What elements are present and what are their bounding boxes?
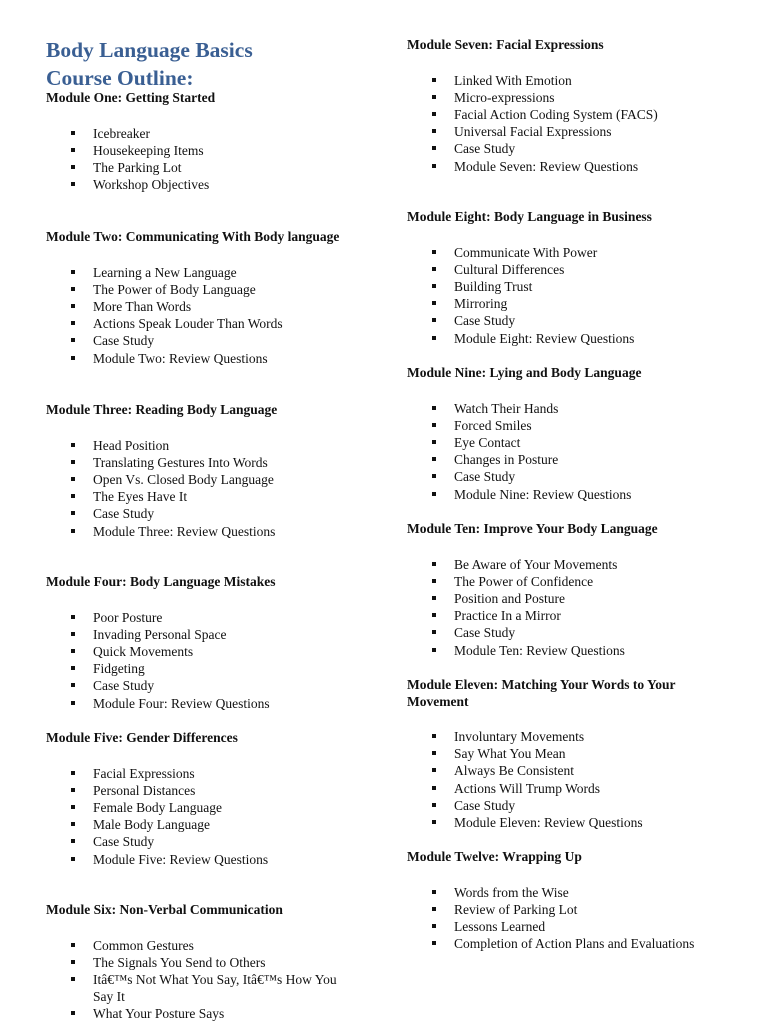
square-bullet-icon bbox=[71, 666, 75, 670]
square-bullet-icon bbox=[432, 803, 436, 807]
list-item bbox=[46, 660, 346, 677]
list-item-text: Actions Will Trump Words bbox=[454, 780, 601, 796]
list-item bbox=[46, 523, 346, 540]
list-item-text: Head Position bbox=[93, 437, 170, 453]
module-section bbox=[46, 90, 346, 193]
square-bullet-icon bbox=[71, 701, 75, 705]
square-bullet-icon bbox=[432, 751, 436, 755]
module-heading: Module Ten: Improve Your Body Language bbox=[407, 521, 658, 536]
list-item-text: Module Eight: Review Questions bbox=[454, 330, 635, 346]
list-item bbox=[46, 1005, 346, 1022]
list-item bbox=[407, 728, 727, 745]
square-bullet-icon bbox=[432, 907, 436, 911]
list-item bbox=[407, 918, 747, 935]
square-bullet-icon bbox=[71, 839, 75, 843]
module-section bbox=[407, 521, 747, 659]
list-item bbox=[46, 471, 346, 488]
list-item-text: Be Aware of Your Movements bbox=[454, 556, 618, 572]
list-item-text: Facial Action Coding System (FACS) bbox=[454, 106, 658, 122]
square-bullet-icon bbox=[432, 941, 436, 945]
square-bullet-icon bbox=[432, 630, 436, 634]
square-bullet-icon bbox=[71, 529, 75, 533]
list-item bbox=[407, 901, 747, 918]
list-item bbox=[407, 745, 727, 762]
list-item-text: The Power of Confidence bbox=[454, 573, 594, 589]
square-bullet-icon bbox=[432, 786, 436, 790]
module-item-list bbox=[46, 937, 346, 1023]
module-item-list bbox=[46, 264, 346, 367]
module-heading: Module Five: Gender Differences bbox=[46, 730, 238, 745]
list-item-text: Invading Personal Space bbox=[93, 626, 227, 642]
list-item-text: Translating Gestures Into Words bbox=[93, 454, 268, 470]
list-item-text: Module Eleven: Review Questions bbox=[454, 815, 643, 831]
square-bullet-icon bbox=[71, 857, 75, 861]
module-item-list bbox=[407, 244, 747, 347]
square-bullet-icon bbox=[71, 338, 75, 342]
list-item-text: Changes in Posture bbox=[454, 452, 559, 468]
list-item-text: Case Study bbox=[454, 797, 516, 813]
list-item-text: Review of Parking Lot bbox=[454, 901, 578, 917]
square-bullet-icon bbox=[71, 511, 75, 515]
list-item-text: Common Gestures bbox=[93, 937, 194, 953]
square-bullet-icon bbox=[432, 267, 436, 271]
square-bullet-icon bbox=[432, 164, 436, 168]
list-item-text: Eye Contact bbox=[454, 434, 521, 450]
list-item-text: Universal Facial Expressions bbox=[454, 124, 612, 140]
square-bullet-icon bbox=[71, 822, 75, 826]
list-item bbox=[407, 590, 747, 607]
list-item-text: Linked With Emotion bbox=[454, 72, 572, 88]
module-item-list bbox=[46, 125, 346, 194]
square-bullet-icon bbox=[71, 304, 75, 308]
module-section bbox=[46, 229, 346, 367]
square-bullet-icon bbox=[432, 492, 436, 496]
square-bullet-icon bbox=[432, 890, 436, 894]
list-item bbox=[407, 312, 747, 329]
list-item bbox=[46, 609, 346, 626]
list-item bbox=[46, 142, 346, 159]
square-bullet-icon bbox=[71, 321, 75, 325]
list-item bbox=[46, 298, 346, 315]
list-item bbox=[407, 762, 727, 779]
module-item-list bbox=[407, 556, 747, 659]
list-item bbox=[407, 624, 747, 641]
list-item bbox=[46, 937, 346, 954]
square-bullet-icon bbox=[71, 494, 75, 498]
module-heading: Module Eight: Body Language in Business bbox=[407, 209, 652, 224]
square-bullet-icon bbox=[71, 477, 75, 481]
list-item bbox=[407, 642, 747, 659]
square-bullet-icon bbox=[71, 270, 75, 274]
square-bullet-icon bbox=[432, 112, 436, 116]
list-item bbox=[407, 261, 747, 278]
module-item-list bbox=[46, 765, 346, 868]
square-bullet-icon bbox=[71, 960, 75, 964]
list-item-text: Micro-expressions bbox=[454, 89, 555, 105]
square-bullet-icon bbox=[432, 562, 436, 566]
square-bullet-icon bbox=[71, 632, 75, 636]
square-bullet-icon bbox=[432, 440, 436, 444]
module-heading: Module Eleven: Matching Your Words to Your Movement bbox=[407, 677, 676, 709]
list-item-text: More Than Words bbox=[93, 298, 192, 314]
module-heading: Module Four: Body Language Mistakes bbox=[46, 574, 276, 589]
list-item bbox=[407, 797, 727, 814]
square-bullet-icon bbox=[432, 284, 436, 288]
list-item-text: Practice In a Mirror bbox=[454, 608, 561, 624]
list-item bbox=[46, 799, 346, 816]
list-item-text: Fidgeting bbox=[93, 661, 145, 677]
list-item bbox=[46, 765, 346, 782]
list-item-text: The Signals You Send to Others bbox=[93, 954, 266, 970]
list-item-text: Housekeeping Items bbox=[93, 142, 204, 158]
list-item-text: Module Five: Review Questions bbox=[93, 851, 269, 867]
list-item-text: The Parking Lot bbox=[93, 159, 182, 175]
list-item-text: Module Ten: Review Questions bbox=[454, 642, 625, 658]
list-item bbox=[407, 451, 747, 468]
module-heading: Module Twelve: Wrapping Up bbox=[407, 849, 582, 864]
square-bullet-icon bbox=[71, 943, 75, 947]
module-heading: Module Six: Non-Verbal Communication bbox=[46, 902, 283, 917]
list-item bbox=[46, 971, 346, 1005]
module-item-list bbox=[46, 609, 346, 712]
square-bullet-icon bbox=[432, 924, 436, 928]
list-item bbox=[46, 454, 346, 471]
square-bullet-icon bbox=[71, 165, 75, 169]
list-item bbox=[407, 106, 747, 123]
list-item bbox=[407, 158, 747, 175]
list-item bbox=[407, 556, 747, 573]
list-item bbox=[46, 264, 346, 281]
module-heading: Module Two: Communicating With Body language bbox=[46, 229, 340, 244]
list-item bbox=[407, 140, 747, 157]
list-item-text: Case Study bbox=[93, 333, 155, 349]
square-bullet-icon bbox=[432, 95, 436, 99]
module-item-list bbox=[407, 884, 747, 953]
list-item bbox=[46, 176, 346, 193]
list-item-text: Position and Posture bbox=[454, 590, 566, 606]
module-section bbox=[407, 365, 747, 503]
list-item-text: Completion of Action Plans and Evaluations bbox=[454, 936, 695, 952]
list-item bbox=[407, 935, 747, 952]
list-item bbox=[46, 159, 346, 176]
list-item-text: Say What You Mean bbox=[454, 746, 566, 762]
module-item-list bbox=[407, 400, 747, 503]
list-item-text: Always Be Consistent bbox=[454, 763, 574, 779]
list-item-text: Facial Expressions bbox=[93, 765, 195, 781]
list-item-text: Case Study bbox=[454, 141, 516, 157]
list-item-text: Cultural Differences bbox=[454, 261, 565, 277]
square-bullet-icon bbox=[432, 318, 436, 322]
list-item bbox=[46, 281, 346, 298]
list-item bbox=[46, 488, 346, 505]
module-section bbox=[407, 37, 747, 175]
square-bullet-icon bbox=[432, 301, 436, 305]
square-bullet-icon bbox=[71, 771, 75, 775]
list-item-text: Lessons Learned bbox=[454, 918, 546, 934]
list-item bbox=[46, 315, 346, 332]
square-bullet-icon bbox=[71, 356, 75, 360]
square-bullet-icon bbox=[432, 648, 436, 652]
square-bullet-icon bbox=[432, 596, 436, 600]
square-bullet-icon bbox=[432, 250, 436, 254]
module-item-list bbox=[46, 437, 346, 540]
square-bullet-icon bbox=[71, 649, 75, 653]
module-heading: Module Seven: Facial Expressions bbox=[407, 37, 604, 52]
square-bullet-icon bbox=[71, 805, 75, 809]
square-bullet-icon bbox=[432, 129, 436, 133]
module-section bbox=[46, 402, 346, 540]
list-item-text: Forced Smiles bbox=[454, 417, 532, 433]
list-item-text: Words from the Wise bbox=[454, 884, 569, 900]
list-item-text: Case Study bbox=[93, 834, 155, 850]
list-item-text: Learning a New Language bbox=[93, 264, 237, 280]
list-item bbox=[46, 505, 346, 522]
list-item bbox=[407, 884, 747, 901]
list-item bbox=[407, 123, 747, 140]
list-item bbox=[46, 695, 346, 712]
list-item-text: Male Body Language bbox=[93, 817, 210, 833]
list-item-text: Module Three: Review Questions bbox=[93, 523, 276, 539]
module-heading: Module One: Getting Started bbox=[46, 90, 216, 105]
module-section bbox=[407, 849, 747, 952]
module-heading: Module Three: Reading Body Language bbox=[46, 402, 278, 417]
module-section bbox=[46, 574, 346, 712]
square-bullet-icon bbox=[71, 977, 75, 981]
square-bullet-icon bbox=[71, 1011, 75, 1015]
square-bullet-icon bbox=[71, 287, 75, 291]
square-bullet-icon bbox=[432, 336, 436, 340]
list-item bbox=[407, 434, 747, 451]
square-bullet-icon bbox=[432, 474, 436, 478]
square-bullet-icon bbox=[432, 579, 436, 583]
list-item bbox=[407, 295, 747, 312]
square-bullet-icon bbox=[71, 615, 75, 619]
module-heading: Module Nine: Lying and Body Language bbox=[407, 365, 642, 380]
list-item-text: Module Nine: Review Questions bbox=[454, 486, 632, 502]
list-item-text: Case Study bbox=[93, 678, 155, 694]
square-bullet-icon bbox=[432, 423, 436, 427]
list-item-text: Poor Posture bbox=[93, 609, 163, 625]
list-item bbox=[46, 125, 346, 142]
document-title bbox=[46, 36, 253, 92]
list-item-text: The Eyes Have It bbox=[93, 489, 188, 505]
square-bullet-icon bbox=[432, 768, 436, 772]
list-item bbox=[46, 677, 346, 694]
list-item-text: Open Vs. Closed Body Language bbox=[93, 471, 274, 487]
list-item-text: Personal Distances bbox=[93, 782, 196, 798]
module-section bbox=[407, 677, 727, 831]
square-bullet-icon bbox=[432, 78, 436, 82]
list-item-text: The Power of Body Language bbox=[93, 281, 256, 297]
list-item-text: Mirroring bbox=[454, 296, 508, 312]
list-item bbox=[46, 816, 346, 833]
module-section bbox=[46, 902, 346, 1023]
square-bullet-icon bbox=[71, 131, 75, 135]
square-bullet-icon bbox=[432, 613, 436, 617]
module-section bbox=[407, 209, 747, 347]
list-item bbox=[46, 437, 346, 454]
square-bullet-icon bbox=[71, 148, 75, 152]
list-item-text: Watch Their Hands bbox=[454, 400, 559, 416]
list-item bbox=[407, 330, 747, 347]
list-item-text: Case Study bbox=[454, 625, 516, 641]
list-item-text: Communicate With Power bbox=[454, 244, 598, 260]
list-item bbox=[407, 573, 747, 590]
list-item bbox=[407, 278, 747, 295]
list-item-text: Workshop Objectives bbox=[93, 177, 210, 193]
list-item-text: Case Study bbox=[454, 313, 516, 329]
square-bullet-icon bbox=[71, 788, 75, 792]
list-item bbox=[46, 332, 346, 349]
list-item bbox=[407, 72, 747, 89]
list-item bbox=[407, 814, 727, 831]
square-bullet-icon bbox=[71, 182, 75, 186]
module-item-list bbox=[407, 728, 727, 831]
module-section bbox=[46, 730, 346, 868]
module-item-list bbox=[407, 72, 747, 175]
list-item-text: Building Trust bbox=[454, 278, 533, 294]
list-item-text: Module Seven: Review Questions bbox=[454, 158, 639, 174]
list-item-text: Case Study bbox=[93, 506, 155, 522]
list-item bbox=[46, 782, 346, 799]
square-bullet-icon bbox=[432, 457, 436, 461]
list-item bbox=[407, 400, 747, 417]
list-item-text: Actions Speak Louder Than Words bbox=[93, 316, 283, 332]
square-bullet-icon bbox=[432, 734, 436, 738]
list-item bbox=[46, 851, 346, 868]
list-item bbox=[46, 643, 346, 660]
list-item-text: Module Four: Review Questions bbox=[93, 695, 270, 711]
list-item-text: What Your Posture Says bbox=[93, 1006, 225, 1022]
list-item bbox=[407, 244, 747, 261]
list-item bbox=[46, 350, 346, 367]
title-line-2: Course Outline: bbox=[46, 66, 194, 90]
square-bullet-icon bbox=[432, 406, 436, 410]
list-item bbox=[46, 626, 346, 643]
list-item bbox=[407, 607, 747, 624]
square-bullet-icon bbox=[71, 460, 75, 464]
list-item bbox=[407, 417, 747, 434]
list-item-text: Quick Movements bbox=[93, 643, 194, 659]
list-item bbox=[407, 468, 747, 485]
title-line-1: Body Language Basics bbox=[46, 38, 253, 62]
list-item bbox=[407, 89, 747, 106]
list-item-text: Itâ€™s Not What You Say, Itâ€™s How You Say It bbox=[93, 971, 337, 1005]
square-bullet-icon bbox=[71, 443, 75, 447]
list-item bbox=[46, 833, 346, 850]
list-item bbox=[46, 954, 346, 971]
square-bullet-icon bbox=[432, 146, 436, 150]
list-item-text: Icebreaker bbox=[93, 125, 150, 141]
list-item bbox=[407, 486, 747, 503]
square-bullet-icon bbox=[432, 820, 436, 824]
list-item-text: Involuntary Movements bbox=[454, 729, 585, 744]
list-item bbox=[407, 780, 727, 797]
list-item-text: Case Study bbox=[454, 469, 516, 485]
list-item-text: Female Body Language bbox=[93, 799, 222, 815]
list-item-text: Module Two: Review Questions bbox=[93, 350, 268, 366]
square-bullet-icon bbox=[71, 683, 75, 687]
